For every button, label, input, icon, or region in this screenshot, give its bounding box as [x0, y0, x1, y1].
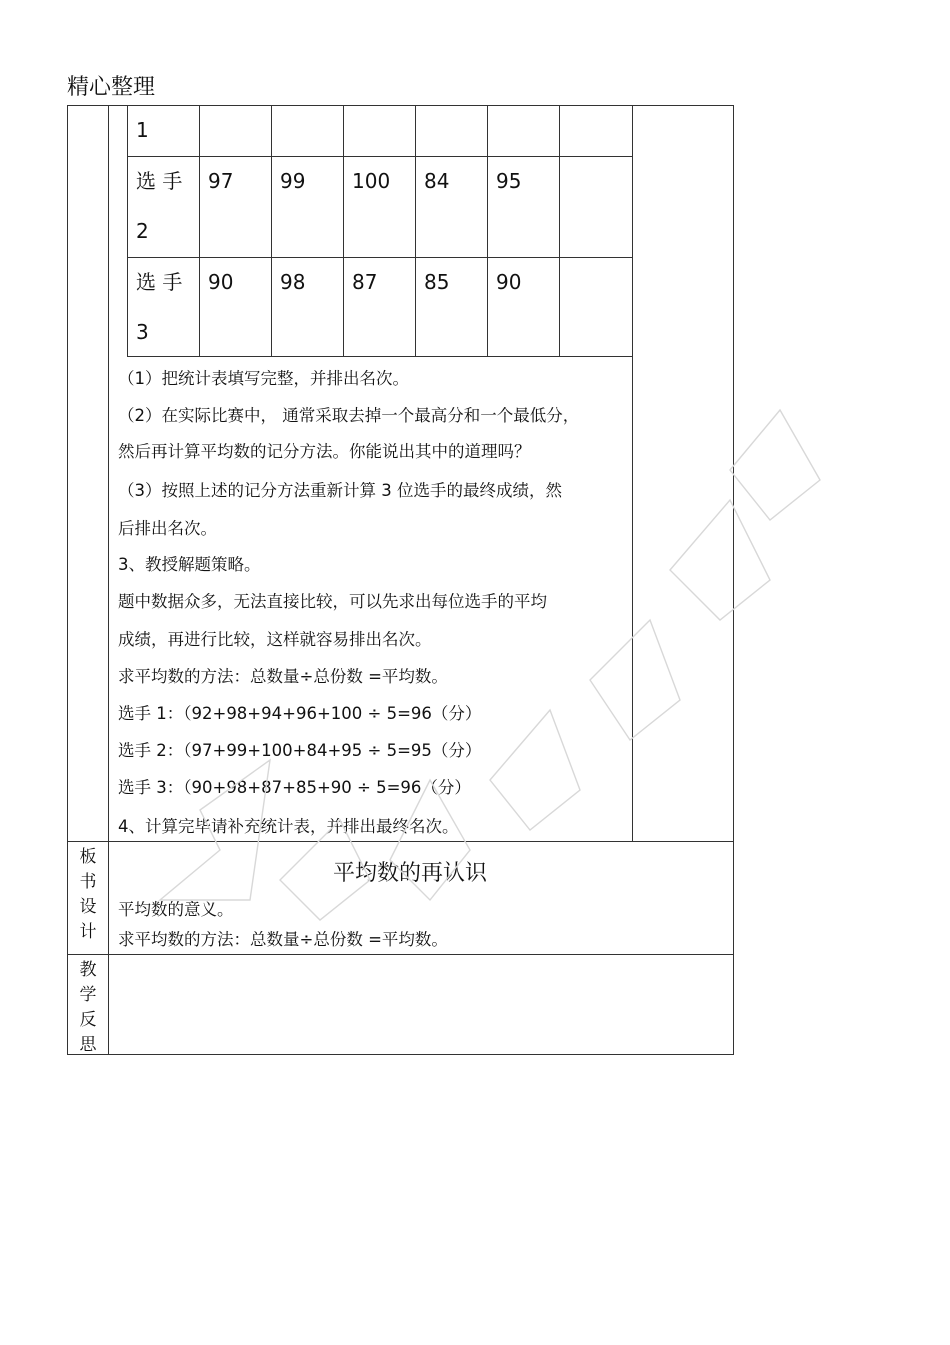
score-cell: 90 [496, 270, 522, 294]
table-line [127, 257, 632, 258]
process-line: 选手 3：（90+98+87+85+90 ÷ 5=96（分） [118, 778, 471, 797]
right-column-divider [632, 105, 633, 842]
score-cell: 98 [280, 270, 306, 294]
reflection-label-char: 教 [79, 960, 97, 980]
section-divider-reflection [67, 954, 734, 955]
board-design-label-char: 计 [79, 922, 97, 942]
board-design-label-char: 书 [79, 872, 97, 892]
player-2-label-line1: 选 手 [136, 169, 183, 193]
process-line: 成绩，再进行比较，这样就容易排出名次。 [118, 630, 432, 649]
table-line [415, 105, 416, 357]
score-cell: 95 [496, 169, 522, 193]
player-3-label-line1: 选 手 [136, 270, 183, 294]
process-line: （1）把统计表填写完整，并排出名次。 [118, 369, 409, 388]
process-line: 3、教授解题策略。 [118, 555, 261, 574]
score-cell: 99 [280, 169, 306, 193]
score-cell: 97 [208, 169, 234, 193]
table-line [127, 356, 632, 357]
reflection-label-char: 思 [79, 1035, 97, 1055]
score-cell: 84 [424, 169, 450, 193]
reflection-label-char: 学 [79, 985, 97, 1005]
board-line: 平均数的意义。 [118, 900, 234, 919]
process-line: （3）按照上述的记分方法重新计算 3 位选手的最终成绩，然 [118, 481, 562, 500]
process-line: 题中数据众多，无法直接比较，可以先求出每位选手的平均 [118, 592, 547, 611]
process-line: 然后再计算平均数的记分方法。你能说出其中的道理吗？ [118, 442, 531, 461]
table-line [199, 105, 200, 357]
table-line [487, 105, 488, 357]
score-cell: 87 [352, 270, 378, 294]
process-line: 选手 1：（92+98+94+96+100 ÷ 5=96（分） [118, 704, 482, 723]
score-cell: 90 [208, 270, 234, 294]
section-divider-board [67, 841, 734, 842]
board-design-label-char: 设 [79, 897, 97, 917]
board-design-label-char: 板 [79, 847, 97, 867]
reflection-label-char: 反 [79, 1010, 97, 1030]
board-title: 平均数的再认识 [333, 861, 488, 886]
process-line: （2）在实际比赛中， 通常采取去掉一个最高分和一个最低分， [118, 406, 580, 425]
board-line: 求平均数的方法：总数量÷总份数 =平均数。 [118, 930, 448, 949]
process-line: 求平均数的方法：总数量÷总份数 =平均数。 [118, 667, 448, 686]
process-line: 4、计算完毕请补充统计表，并排出最终名次。 [118, 817, 459, 836]
table-line [271, 105, 272, 357]
player-2-label-line2: 2 [136, 219, 149, 243]
player-1-label: 1 [136, 118, 149, 142]
table-line [559, 105, 560, 357]
table-line [127, 105, 632, 106]
page-header: 精心整理 [67, 75, 156, 100]
left-column-divider [108, 105, 109, 1055]
player-3-label-line2: 3 [136, 320, 149, 344]
score-cell: 85 [424, 270, 450, 294]
table-line [343, 105, 344, 357]
process-line: 选手 2：（97+99+100+84+95 ÷ 5=95（分） [118, 741, 482, 760]
table-line [127, 105, 128, 357]
score-cell: 100 [352, 169, 391, 193]
process-line: 后排出名次。 [118, 519, 217, 538]
